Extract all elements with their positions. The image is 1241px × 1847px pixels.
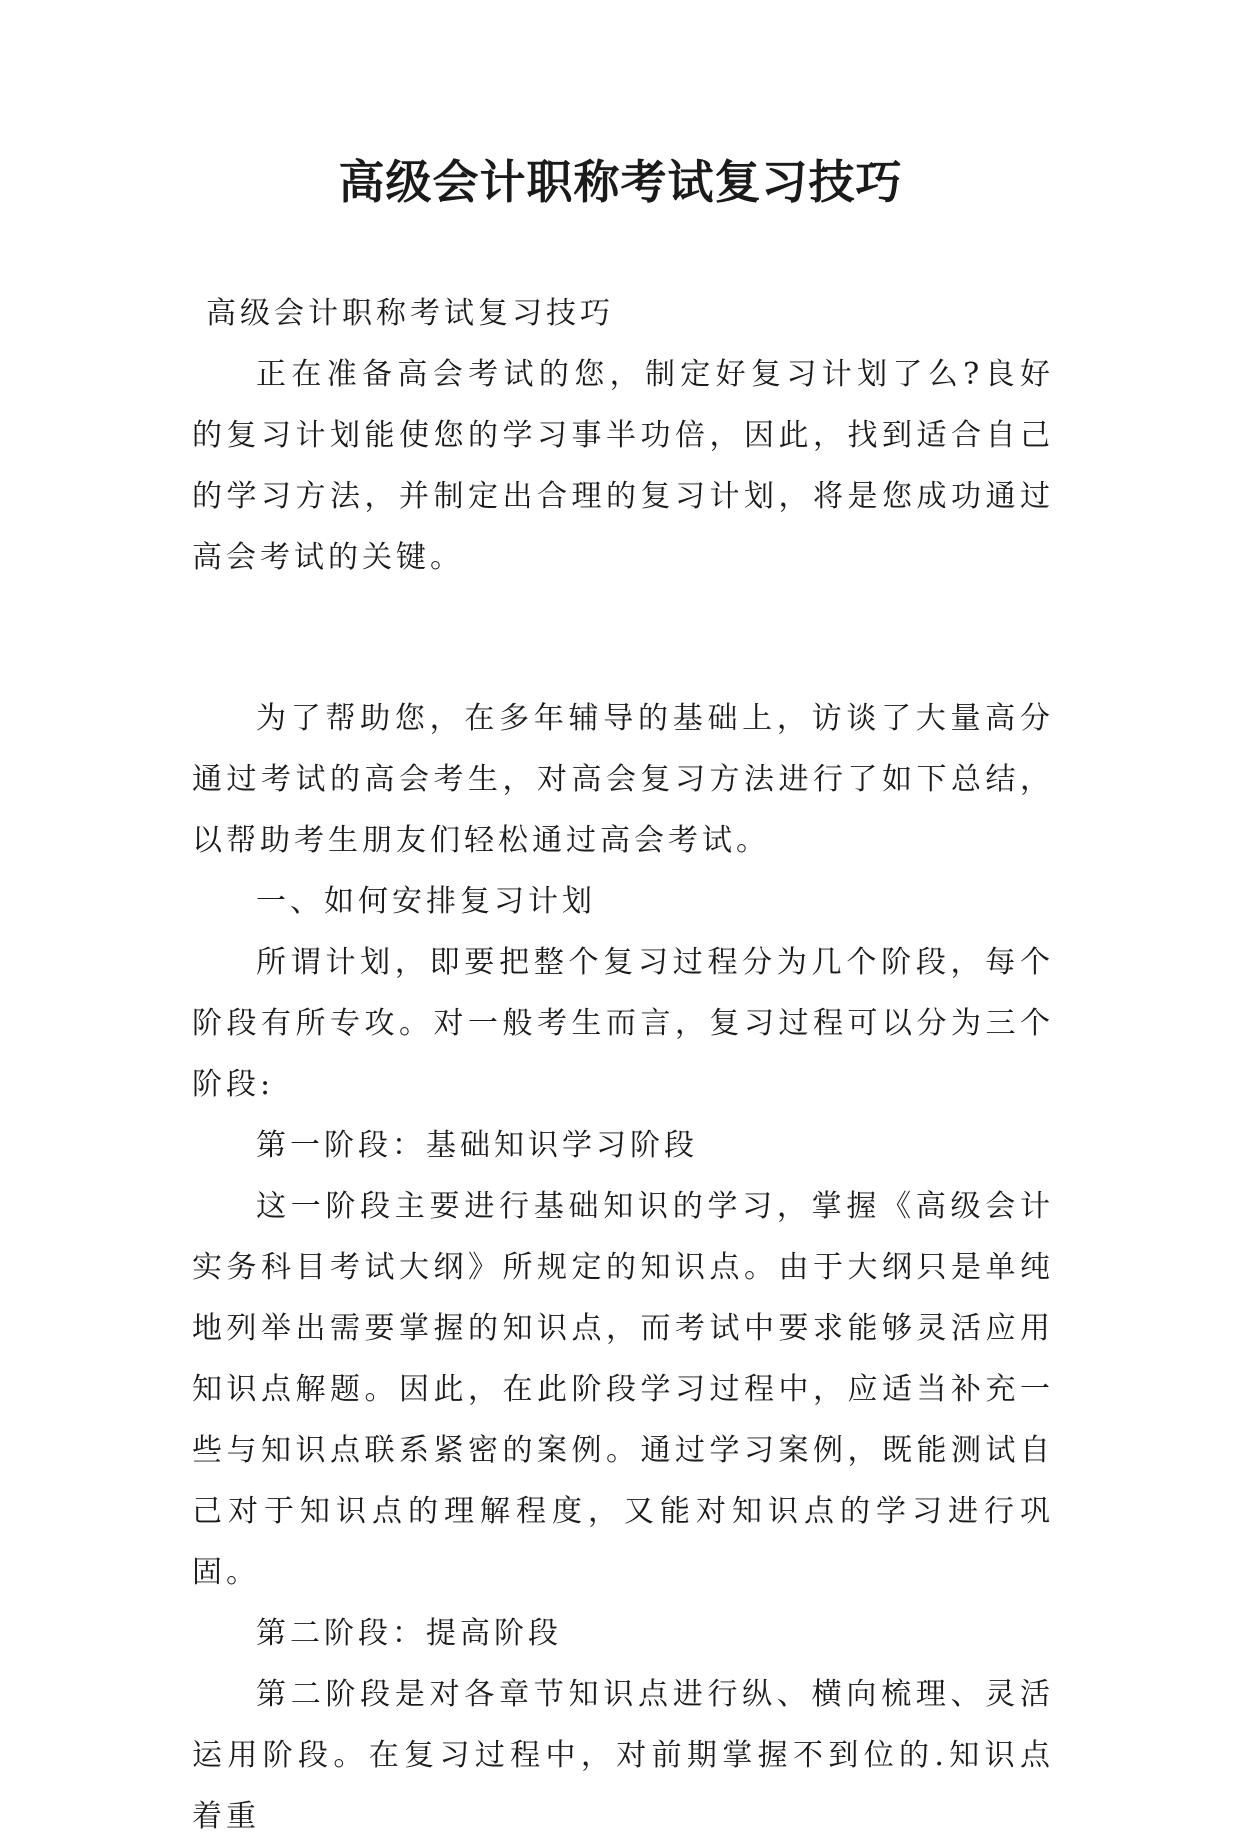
document-body bbox=[192, 283, 1054, 1847]
document-title: 高级会计职称考试复习技巧 bbox=[338, 155, 903, 209]
plan-paragraph: 所谓计划，即要把整个复习过程分为几个阶段，每个阶段有所专攻。对一般考生而言，复习过程可以分为三个阶段: bbox=[192, 945, 1054, 1102]
stage-1-paragraph: 这一阶段主要进行基础知识的学习，掌握《高级会计实务科目考试大纲》所规定的知识点。由于大纲只是单纯地列举出需要掌握的知识点，而考试中要求能够灵活应用知识点解题。因此，在此阶段学习过程中，应适当补充一些与知识点联系紧密的案例。通过学习案例，既能测试自己对于知识点的理解程度，又能对知识点的学习进行巩固。 bbox=[192, 1189, 1054, 1590]
stage-1-heading: 第一阶段：基础知识学习阶段 bbox=[256, 1128, 698, 1163]
subtitle-paragraph: 高级会计职称考试复习技巧 bbox=[206, 296, 614, 331]
intro-paragraph: 正在准备高会考试的您，制定好复习计划了么?良好的复习计划能使您的学习事半功倍，因此，找到适合自己的学习方法，并制定出合理的复习计划，将是您成功通过高会考试的关键。 bbox=[192, 357, 1054, 575]
stage-2-heading: 第二阶段：提高阶段 bbox=[256, 1616, 562, 1651]
summary-paragraph: 为了帮助您，在多年辅导的基础上，访谈了大量高分通过考试的高会考生，对高会复习方法进行了如下总结，以帮助考生朋友们轻松通过高会考试。 bbox=[192, 701, 1054, 858]
section-heading-1: 一、如何安排复习计划 bbox=[256, 884, 596, 919]
stage-2-paragraph: 第二阶段是对各章节知识点进行纵、横向梳理、灵活运用阶段。在复习过程中，对前期掌握不到位的.知识点着重 bbox=[192, 1677, 1054, 1834]
